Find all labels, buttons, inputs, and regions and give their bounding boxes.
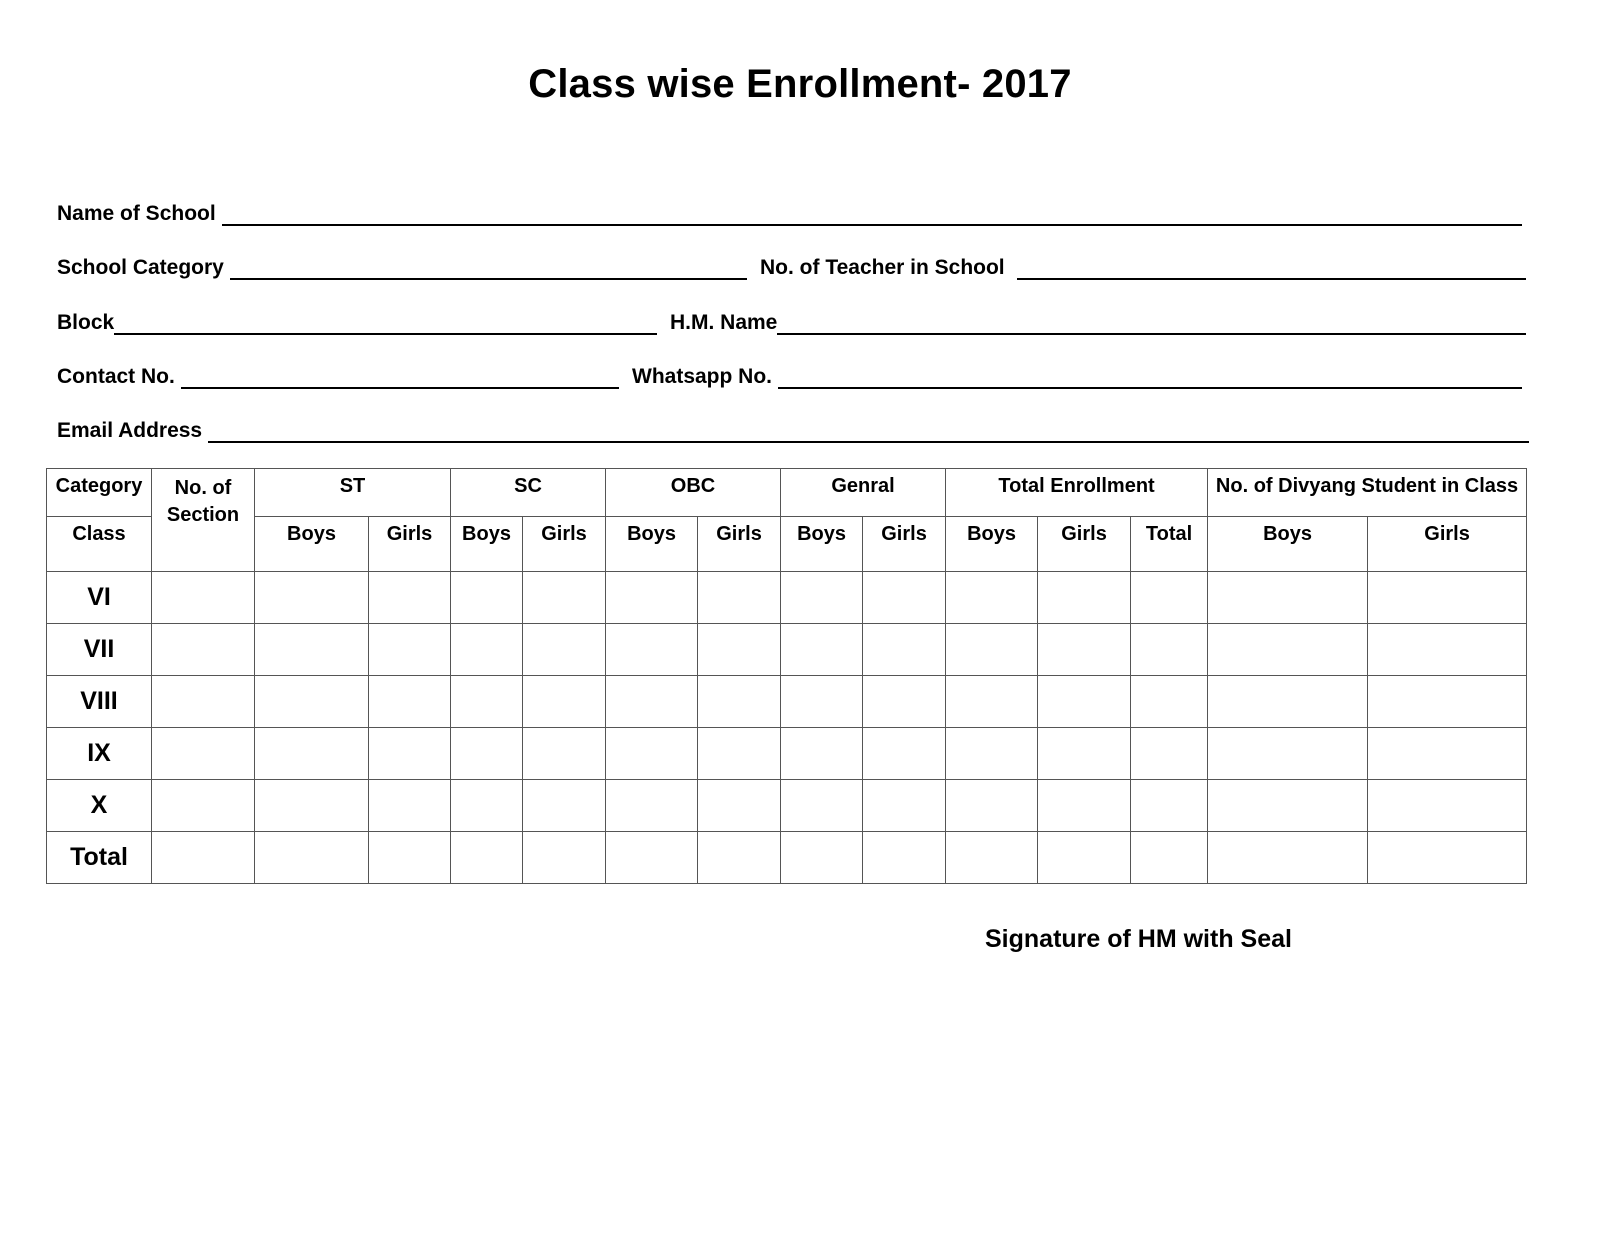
cell-divyang-boys[interactable] (1208, 624, 1368, 676)
cell-st-boys[interactable] (255, 832, 369, 884)
cell-total-girls[interactable] (1038, 572, 1131, 624)
cell-obc-boys[interactable] (606, 624, 698, 676)
cell-sc-girls[interactable] (523, 832, 606, 884)
name-of-school-field[interactable] (57, 196, 1522, 226)
school-category-field[interactable] (57, 250, 747, 280)
page-title: Class wise Enrollment- 2017 (528, 62, 1072, 106)
cell-no-of-section[interactable] (152, 624, 255, 676)
cell-st-boys[interactable] (255, 780, 369, 832)
header-total-girls: Girls (1038, 517, 1131, 572)
whatsapp-no-field[interactable] (632, 359, 1522, 389)
cell-total-girls[interactable] (1038, 728, 1131, 780)
cell-genral-girls[interactable] (863, 780, 946, 832)
cell-obc-girls[interactable] (698, 780, 781, 832)
form-row-school-name (57, 196, 1527, 226)
cell-obc-girls[interactable] (698, 728, 781, 780)
cell-sc-boys[interactable] (451, 572, 523, 624)
header-st-girls: Girls (369, 517, 451, 572)
cell-st-boys[interactable] (255, 676, 369, 728)
table-row (47, 728, 1527, 780)
cell-divyang-boys[interactable] (1208, 676, 1368, 728)
cell-no-of-section[interactable] (152, 728, 255, 780)
cell-divyang-girls[interactable] (1368, 624, 1527, 676)
table-header-row-1 (47, 469, 1527, 517)
cell-no-of-section[interactable] (152, 676, 255, 728)
cell-total-girls[interactable] (1038, 624, 1131, 676)
cell-no-of-section[interactable] (152, 832, 255, 884)
cell-total-girls[interactable] (1038, 676, 1131, 728)
cell-genral-girls[interactable] (863, 676, 946, 728)
header-class: Class (47, 517, 152, 572)
cell-sc-girls[interactable] (523, 572, 606, 624)
cell-total-total[interactable] (1131, 832, 1208, 884)
cell-st-girls[interactable] (369, 728, 451, 780)
header-no-of-section (152, 469, 255, 572)
class-label: VIII (47, 676, 152, 728)
cell-divyang-girls[interactable] (1368, 832, 1527, 884)
cell-total-boys[interactable] (946, 572, 1038, 624)
cell-sc-girls[interactable] (523, 624, 606, 676)
class-label: Total (47, 832, 152, 884)
cell-st-girls[interactable] (369, 780, 451, 832)
cell-sc-boys[interactable] (451, 832, 523, 884)
cell-total-total[interactable] (1131, 624, 1208, 676)
class-label: VII (47, 624, 152, 676)
cell-st-boys[interactable] (255, 572, 369, 624)
cell-total-girls[interactable] (1038, 780, 1131, 832)
header-divyang: No. of Divyang Student in Class (1208, 469, 1527, 517)
cell-st-boys[interactable] (255, 624, 369, 676)
school-category-line[interactable] (230, 258, 747, 280)
form-row-contact (57, 359, 1527, 389)
name-of-school-line[interactable] (222, 204, 1522, 226)
cell-st-boys[interactable] (255, 728, 369, 780)
contact-no-line[interactable] (181, 367, 619, 389)
cell-total-boys[interactable] (946, 780, 1038, 832)
cell-sc-boys[interactable] (451, 676, 523, 728)
header-total-enrollment: Total Enrollment (946, 469, 1208, 517)
email-address-field[interactable] (57, 413, 1529, 443)
block-field[interactable] (57, 305, 657, 335)
header-st: ST (255, 469, 451, 517)
header-obc-boys: Boys (606, 517, 698, 572)
cell-total-boys[interactable] (946, 728, 1038, 780)
header-genral-boys: Boys (781, 517, 863, 572)
table-header-row-2 (47, 517, 1527, 572)
cell-obc-girls[interactable] (698, 624, 781, 676)
cell-genral-boys[interactable] (781, 780, 863, 832)
table-body (47, 572, 1527, 884)
cell-genral-girls[interactable] (863, 728, 946, 780)
hm-name-label: H.M. Name (670, 311, 778, 334)
signature-label: Signature of HM with Seal (985, 925, 1292, 953)
cell-total-girls[interactable] (1038, 832, 1131, 884)
cell-genral-boys[interactable] (781, 832, 863, 884)
header-st-boys: Boys (255, 517, 369, 572)
cell-divyang-girls[interactable] (1368, 572, 1527, 624)
cell-sc-girls[interactable] (523, 780, 606, 832)
cell-obc-boys[interactable] (606, 832, 698, 884)
cell-obc-boys[interactable] (606, 780, 698, 832)
header-total-total: Total (1131, 517, 1208, 572)
cell-divyang-boys[interactable] (1208, 572, 1368, 624)
no-of-teacher-line[interactable] (1017, 258, 1526, 280)
cell-total-total[interactable] (1131, 728, 1208, 780)
form-row-block (57, 305, 1527, 335)
cell-st-girls[interactable] (369, 572, 451, 624)
header-genral: Genral (781, 469, 946, 517)
cell-divyang-girls[interactable] (1368, 676, 1527, 728)
header-category: Category (47, 469, 152, 517)
cell-sc-boys[interactable] (451, 728, 523, 780)
cell-st-girls[interactable] (369, 624, 451, 676)
form-row-category (57, 250, 1527, 280)
cell-divyang-boys[interactable] (1208, 728, 1368, 780)
header-obc: OBC (606, 469, 781, 517)
header-total-boys: Boys (946, 517, 1038, 572)
cell-sc-boys[interactable] (451, 780, 523, 832)
table-row (47, 572, 1527, 624)
cell-sc-girls[interactable] (523, 728, 606, 780)
school-category-label: School Category (57, 256, 224, 279)
cell-obc-girls[interactable] (698, 676, 781, 728)
header-sc-girls: Girls (523, 517, 606, 572)
table-row (47, 676, 1527, 728)
cell-obc-boys[interactable] (606, 728, 698, 780)
header-divyang-boys: Boys (1208, 517, 1368, 572)
no-of-teacher-label: No. of Teacher in School (760, 256, 1005, 279)
contact-no-label: Contact No. (57, 365, 175, 388)
header-genral-girls: Girls (863, 517, 946, 572)
cell-st-girls[interactable] (369, 676, 451, 728)
cell-divyang-boys[interactable] (1208, 780, 1368, 832)
cell-genral-girls[interactable] (863, 624, 946, 676)
cell-no-of-section[interactable] (152, 780, 255, 832)
cell-total-boys[interactable] (946, 832, 1038, 884)
cell-total-boys[interactable] (946, 624, 1038, 676)
cell-divyang-boys[interactable] (1208, 832, 1368, 884)
table-row (47, 780, 1527, 832)
cell-obc-girls[interactable] (698, 572, 781, 624)
header-no-of-section-line1: No. of (174, 477, 232, 499)
contact-no-field[interactable] (57, 359, 619, 389)
name-of-school-label: Name of School (57, 202, 216, 225)
whatsapp-no-label: Whatsapp No. (632, 365, 772, 388)
cell-obc-boys[interactable] (606, 572, 698, 624)
header-sc: SC (451, 469, 606, 517)
cell-genral-girls[interactable] (863, 572, 946, 624)
cell-total-total[interactable] (1131, 780, 1208, 832)
hm-name-field[interactable] (670, 305, 1526, 335)
cell-total-boys[interactable] (946, 676, 1038, 728)
table-row (47, 624, 1527, 676)
email-address-line[interactable] (208, 421, 1529, 443)
cell-obc-boys[interactable] (606, 676, 698, 728)
header-divyang-girls: Girls (1368, 517, 1527, 572)
table-row (47, 832, 1527, 884)
cell-genral-boys[interactable] (781, 676, 863, 728)
whatsapp-no-line[interactable] (778, 367, 1522, 389)
class-label: IX (47, 728, 152, 780)
no-of-teacher-field[interactable] (760, 250, 1526, 280)
header-sc-boys: Boys (451, 517, 523, 572)
cell-sc-girls[interactable] (523, 676, 606, 728)
form-row-email (57, 413, 1527, 443)
cell-genral-boys[interactable] (781, 728, 863, 780)
email-address-label: Email Address (57, 419, 203, 442)
cell-divyang-girls[interactable] (1368, 780, 1527, 832)
block-label: Block (57, 311, 115, 334)
cell-total-total[interactable] (1131, 572, 1208, 624)
class-label: X (47, 780, 152, 832)
cell-genral-boys[interactable] (781, 572, 863, 624)
cell-st-girls[interactable] (369, 832, 451, 884)
cell-divyang-girls[interactable] (1368, 728, 1527, 780)
block-line[interactable] (114, 313, 657, 335)
enrollment-table (46, 468, 1527, 884)
class-label: VI (47, 572, 152, 624)
header-obc-girls: Girls (698, 517, 781, 572)
cell-sc-boys[interactable] (451, 624, 523, 676)
cell-no-of-section[interactable] (152, 572, 255, 624)
hm-name-line[interactable] (777, 313, 1526, 335)
header-no-of-section-line2: Section (166, 504, 240, 526)
cell-obc-girls[interactable] (698, 832, 781, 884)
cell-total-total[interactable] (1131, 676, 1208, 728)
cell-genral-boys[interactable] (781, 624, 863, 676)
cell-genral-girls[interactable] (863, 832, 946, 884)
